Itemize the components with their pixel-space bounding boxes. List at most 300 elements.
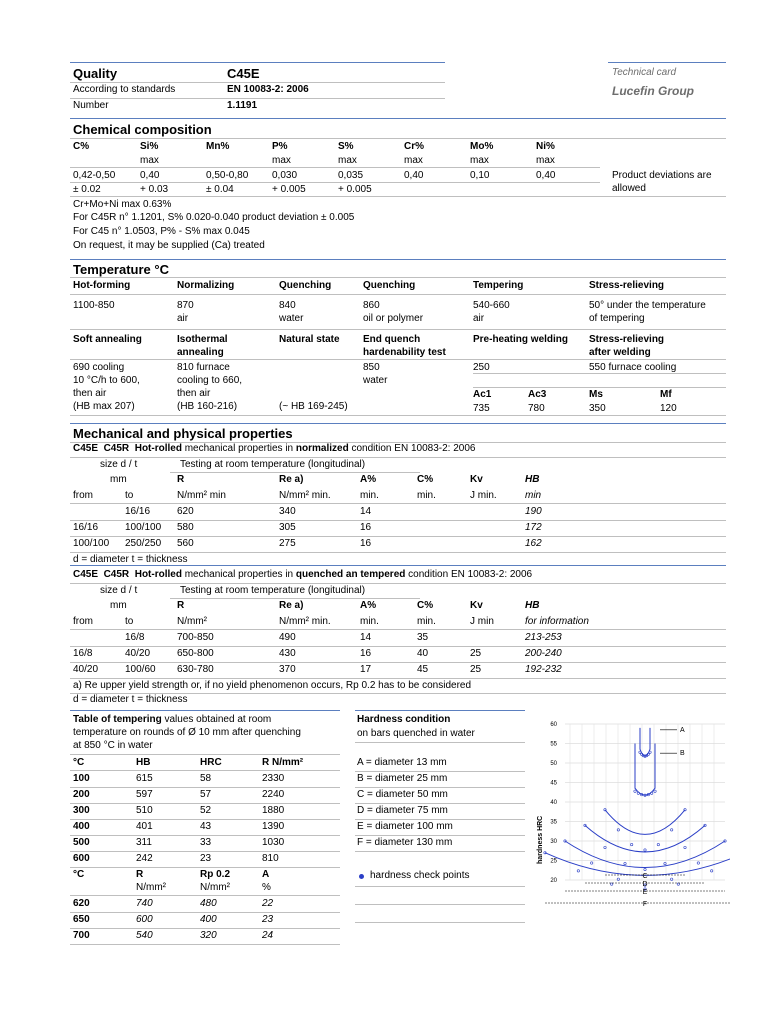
- hardness-item: F = diameter 130 mm: [357, 837, 453, 848]
- column-unit: min.: [360, 616, 379, 627]
- number-label: Number: [73, 100, 109, 111]
- size-label: size d / t: [100, 585, 138, 596]
- element-deviation: + 0.03: [140, 184, 169, 195]
- temp-head: Soft annealing: [73, 334, 142, 345]
- tempering-cell: 57: [200, 789, 212, 800]
- standards-label: According to standards: [73, 84, 176, 95]
- tempering-title: Table of tempering values obtained at room: [73, 714, 272, 725]
- column-head: C%: [417, 474, 434, 485]
- tempering-cell: 650: [73, 914, 90, 925]
- tempering-cell: 600: [136, 914, 153, 925]
- row-kv: 25: [470, 648, 482, 659]
- tempering-unit: %: [262, 882, 271, 893]
- temp-head: Pre-heating welding: [473, 334, 569, 345]
- y-tick-label: 60: [550, 722, 557, 728]
- row-c: 35: [417, 632, 429, 643]
- tempering-cell: 400: [73, 821, 90, 832]
- hardness-item: C = diameter 50 mm: [357, 789, 448, 800]
- divider: [70, 819, 340, 820]
- row-to: 40/20: [125, 648, 151, 659]
- element-head: Mn%: [206, 141, 230, 152]
- element-head: S%: [338, 141, 354, 152]
- divider: [70, 835, 340, 836]
- tempering-cell: 58: [200, 773, 212, 784]
- hardness-item: B = diameter 25 mm: [357, 773, 448, 784]
- column-unit: N/mm² min.: [279, 490, 331, 501]
- tempering-cell: 2330: [262, 773, 285, 784]
- critical-point-value: 120: [660, 403, 677, 414]
- tempering-cell: 300: [73, 805, 90, 816]
- element-head: Ni%: [536, 141, 555, 152]
- divider: [70, 138, 726, 139]
- tempering-cell: 615: [136, 773, 153, 784]
- row-hb: 162: [525, 538, 542, 549]
- y-tick-label: 20: [550, 878, 557, 884]
- table-title: C45E C45R Hot-rolled mechanical properties in normalized condition EN 10083-2: 2006: [73, 443, 476, 454]
- chem-note: For C45R n° 1.1201, S% 0.020-0.040 product deviation ± 0.005: [73, 212, 355, 223]
- critical-point-head: Ac3: [528, 389, 547, 400]
- divider: [70, 629, 726, 630]
- y-tick-label: 25: [550, 858, 557, 865]
- divider: [70, 803, 340, 804]
- divider: [70, 646, 726, 647]
- y-axis-label: hardness HRC: [537, 815, 544, 864]
- row-a: 16: [360, 522, 372, 533]
- tempering-cell: 1880: [262, 805, 285, 816]
- element-max: max: [536, 155, 555, 166]
- y-tick-label: 35: [550, 819, 557, 826]
- table-title: C45E C45R Hot-rolled mechanical properties in quenched an tempered condition EN 10083-2: 2006: [73, 569, 533, 580]
- row-re: 490: [279, 632, 296, 643]
- critical-point-head: Mf: [660, 389, 672, 400]
- y-axis: [550, 722, 557, 884]
- tempering-cell: 510: [136, 805, 153, 816]
- column-unit: N/mm² min.: [279, 616, 331, 627]
- tempering-cell: 540: [136, 930, 153, 941]
- curve-label: F: [642, 901, 648, 908]
- divider: [70, 359, 726, 360]
- divider: [70, 62, 445, 63]
- element-head: Cr%: [404, 141, 425, 152]
- temp-head: Tempering: [473, 280, 524, 291]
- chem-note: For C45 n° 1.0503, P% - S% max 0.045: [73, 226, 250, 237]
- tempering-cell: 33: [200, 837, 212, 848]
- tempering-cell: 320: [200, 930, 217, 941]
- divider: [355, 851, 525, 852]
- divider: [70, 503, 726, 504]
- tempering-cell: 597: [136, 789, 153, 800]
- hardness-item: D = diameter 75 mm: [357, 805, 448, 816]
- column-head: C%: [417, 600, 434, 611]
- tempering-cell: 401: [136, 821, 153, 832]
- hardness-subtitle: on bars quenched in water: [357, 728, 475, 739]
- temp-value: water: [279, 313, 304, 324]
- row-to: 16/8: [125, 632, 145, 643]
- y-tick-label: 45: [550, 780, 557, 787]
- tempering-cell: 311: [136, 837, 152, 848]
- divider: [70, 520, 726, 521]
- divider: [70, 196, 726, 197]
- row-r: 580: [177, 522, 194, 533]
- element-value: 0,40: [536, 170, 556, 181]
- hardness-item: A = diameter 13 mm: [357, 757, 447, 768]
- column-head: Re a): [279, 474, 304, 485]
- temp-value: 1100-850: [73, 300, 115, 311]
- column-unit: for information: [525, 616, 589, 627]
- temp-head: Stress-relieving: [589, 334, 665, 345]
- row-from: 16/8: [73, 648, 93, 659]
- divider: [70, 787, 340, 788]
- divider: [70, 895, 340, 896]
- tempering-cell: 23: [262, 914, 274, 925]
- element-deviation: ± 0.04: [206, 184, 234, 195]
- natural-state-value: (~ HB 169-245): [279, 401, 348, 412]
- divider: [70, 82, 445, 83]
- divider: [70, 912, 340, 913]
- standards-value: EN 10083-2: 2006: [227, 84, 309, 95]
- divider: [70, 329, 726, 330]
- y-tick-label: 40: [550, 800, 557, 806]
- column-from: from: [73, 490, 93, 501]
- legend: d = diameter t = thickness: [73, 554, 188, 565]
- quality-label: Quality: [73, 66, 118, 81]
- hardness-diagram: [530, 714, 730, 919]
- divider: [70, 754, 340, 755]
- row-hb: 192-232: [525, 664, 562, 675]
- element-value: 0,40: [140, 170, 160, 181]
- element-value: 0,40: [404, 170, 424, 181]
- divider: [70, 457, 726, 458]
- footnote: a) Re upper yield strength or, if no yield phenomenon occurs, Rp 0.2 has to be considered: [73, 680, 472, 691]
- element-max: max: [140, 155, 159, 166]
- element-head: P%: [272, 141, 288, 152]
- preheating-value: 250: [473, 362, 490, 373]
- end-quench-value: water: [363, 375, 388, 386]
- chemical-title: Chemical composition: [73, 122, 212, 137]
- row-to: 250/250: [125, 538, 162, 549]
- testing-label: Testing at room temperature (longitudinal): [180, 459, 366, 470]
- deviation-note: Product deviations are: [612, 170, 712, 181]
- tempering-head: HRC: [200, 757, 222, 768]
- divider: [70, 277, 726, 278]
- element-head: Si%: [140, 141, 159, 152]
- tempering-cell: 500: [73, 837, 90, 848]
- divider: [355, 835, 525, 836]
- curve-label: E: [642, 889, 648, 896]
- divider: [70, 928, 340, 929]
- tempering-cell: 480: [200, 898, 217, 909]
- divider: [70, 98, 445, 99]
- column-head: R: [177, 474, 185, 485]
- element-value: 0,035: [338, 170, 364, 181]
- element-max: max: [470, 155, 489, 166]
- divider: [70, 867, 340, 868]
- tempering-head: A: [262, 869, 270, 880]
- column-from: from: [73, 616, 93, 627]
- element-max: max: [272, 155, 291, 166]
- temp-value: 50° under the temperature: [589, 300, 706, 311]
- column-unit: min.: [360, 490, 379, 501]
- row-c: 45: [417, 664, 429, 675]
- temp-value: air: [177, 313, 189, 324]
- isothermal-value: 810 furnace: [177, 362, 230, 373]
- temp-value: 860: [363, 300, 380, 311]
- tempering-cell: 200: [73, 789, 90, 800]
- element-head: Mo%: [470, 141, 494, 152]
- divider: [473, 373, 726, 374]
- divider: [608, 62, 726, 63]
- tempering-unit: N/mm²: [136, 882, 166, 893]
- column-unit: J min: [470, 616, 494, 627]
- row-to: 16/16: [125, 506, 151, 517]
- tempering-head: °C: [73, 869, 85, 880]
- divider: [70, 423, 726, 424]
- tempering-cell: 740: [136, 898, 153, 909]
- element-head: C%: [73, 141, 90, 152]
- element-value: 0,030: [272, 170, 298, 181]
- row-a: 17: [360, 664, 372, 675]
- divider: [70, 678, 726, 679]
- column-head: Kv: [470, 600, 483, 611]
- stress-relieving-value: 550 furnace cooling: [589, 362, 677, 373]
- divider: [70, 851, 340, 852]
- tempering-cell: 1030: [262, 837, 285, 848]
- row-r: 620: [177, 506, 194, 517]
- quality-value: C45E: [227, 66, 260, 81]
- row-a: 16: [360, 648, 372, 659]
- tempering-head: R N/mm²: [262, 757, 304, 768]
- row-to: 100/100: [125, 522, 162, 533]
- divider: [70, 259, 726, 260]
- curve-label: C: [642, 873, 648, 880]
- divider: [473, 387, 726, 388]
- divider: [70, 182, 600, 183]
- element-value: 0,10: [470, 170, 490, 181]
- critical-point-head: Ac1: [473, 389, 492, 400]
- temp-value: oil or polymer: [363, 313, 424, 324]
- tempering-cell: 23: [200, 853, 212, 864]
- row-r: 700-850: [177, 632, 214, 643]
- element-deviation: ± 0.02: [73, 184, 101, 195]
- divider: [355, 886, 525, 887]
- tempering-head: Rp 0.2: [200, 869, 231, 880]
- testing-label: Testing at room temperature (longitudinal): [180, 585, 366, 596]
- soft-annealing-value: 690 cooling: [73, 362, 125, 373]
- column-unit: J min.: [470, 490, 497, 501]
- critical-point-value: 735: [473, 403, 490, 414]
- divider: [70, 662, 726, 663]
- row-a: 14: [360, 506, 372, 517]
- row-kv: 25: [470, 664, 482, 675]
- tempering-head: HB: [136, 757, 151, 768]
- tempering-cell: 620: [73, 898, 90, 909]
- element-max: max: [404, 155, 423, 166]
- soft-annealing-value: (HB max 207): [73, 401, 135, 412]
- divider: [70, 710, 340, 711]
- temp-head: End quench: [363, 334, 421, 345]
- tempering-subtitle: temperature on rounds of Ø 10 mm after quenching: [73, 727, 301, 738]
- column-head: Kv: [470, 474, 483, 485]
- row-hb: 172: [525, 522, 542, 533]
- temperature-title: Temperature °C: [73, 262, 169, 277]
- row-re: 430: [279, 648, 296, 659]
- column-head: A%: [360, 474, 377, 485]
- divider: [70, 770, 340, 771]
- tempering-cell: 1390: [262, 821, 285, 832]
- temp-head: annealing: [177, 347, 224, 358]
- tempering-cell: 100: [73, 773, 90, 784]
- mechanical-title: Mechanical and physical properties: [73, 426, 293, 441]
- column-unit: N/mm² min: [177, 490, 226, 501]
- row-re: 340: [279, 506, 296, 517]
- temp-head: Normalizing: [177, 280, 235, 291]
- tempering-cell: 810: [262, 853, 279, 864]
- temp-head: Quenching: [279, 280, 332, 291]
- y-tick-label: 55: [550, 741, 557, 748]
- row-hb: 190: [525, 506, 542, 517]
- chem-note: On request, it may be supplied (Ca) treated: [73, 240, 265, 251]
- curve-label: D: [642, 881, 648, 888]
- tempering-cell: 2240: [262, 789, 285, 800]
- divider: [355, 922, 525, 923]
- row-c: 40: [417, 648, 429, 659]
- isothermal-value: cooling to 660,: [177, 375, 243, 386]
- row-hb: 200-240: [525, 648, 562, 659]
- column-head: HB: [525, 600, 540, 611]
- row-from: 40/20: [73, 664, 99, 675]
- divider: [70, 583, 726, 584]
- soft-annealing-value: 10 °C/h to 600,: [73, 375, 140, 386]
- temp-value: 870: [177, 300, 194, 311]
- temp-value: of tempering: [589, 313, 645, 324]
- isothermal-value: (HB 160-216): [177, 401, 238, 412]
- critical-point-value: 350: [589, 403, 606, 414]
- divider: [355, 787, 525, 788]
- tempering-cell: 600: [73, 853, 90, 864]
- element-deviation: + 0.005: [338, 184, 372, 195]
- element-max: max: [338, 155, 357, 166]
- divider: [355, 771, 525, 772]
- size-label: size d / t: [100, 459, 138, 470]
- check-point-icon: [359, 874, 364, 879]
- divider: [70, 944, 340, 945]
- tempering-head: R: [136, 869, 144, 880]
- element-deviation: + 0.005: [272, 184, 306, 195]
- column-unit: min.: [417, 490, 436, 501]
- divider: [355, 904, 525, 905]
- number-value: 1.1191: [227, 100, 258, 111]
- temp-head: Quenching: [363, 280, 416, 291]
- row-re: 305: [279, 522, 296, 533]
- divider: [355, 819, 525, 820]
- hardness-title: Hardness condition: [357, 714, 451, 725]
- column-head: R: [177, 600, 185, 611]
- isothermal-value: then air: [177, 388, 211, 399]
- row-a: 16: [360, 538, 372, 549]
- y-tick-label: 30: [550, 839, 557, 845]
- column-head: Re a): [279, 600, 304, 611]
- tempering-cell: 400: [200, 914, 217, 925]
- divider: [70, 167, 600, 168]
- column-to: to: [125, 490, 134, 501]
- column-head: HB: [525, 474, 540, 485]
- critical-point-head: Ms: [589, 389, 603, 400]
- divider: [70, 536, 726, 537]
- row-to: 100/60: [125, 664, 156, 675]
- row-from: 16/16: [73, 522, 99, 533]
- divider: [70, 415, 726, 416]
- column-head: A%: [360, 600, 377, 611]
- row-re: 275: [279, 538, 296, 549]
- divider: [70, 294, 726, 295]
- curve-label: B: [680, 750, 685, 758]
- temp-value: air: [473, 313, 485, 324]
- divider: [355, 803, 525, 804]
- row-from: 100/100: [73, 538, 110, 549]
- row-a: 14: [360, 632, 372, 643]
- tempering-cell: 242: [136, 853, 153, 864]
- divider: [70, 552, 726, 553]
- temp-head: Isothermal: [177, 334, 228, 345]
- tempering-cell: 700: [73, 930, 90, 941]
- tempering-cell: 24: [262, 930, 274, 941]
- temp-head: hardenability test: [363, 347, 446, 358]
- tempering-head: °C: [73, 757, 85, 768]
- soft-annealing-value: then air: [73, 388, 107, 399]
- hardness-item: E = diameter 100 mm: [357, 821, 453, 832]
- element-value: 0,50-0,80: [206, 170, 249, 181]
- row-r: 560: [177, 538, 194, 549]
- divider: [70, 118, 726, 119]
- unit-mm: mm: [110, 474, 127, 485]
- column-to: to: [125, 616, 134, 627]
- column-unit: N/mm²: [177, 616, 207, 627]
- temp-value: 840: [279, 300, 296, 311]
- tempering-cell: 43: [200, 821, 212, 832]
- divider: [170, 598, 420, 599]
- legend: d = diameter t = thickness: [73, 694, 188, 705]
- column-unit: min.: [417, 616, 436, 627]
- divider: [170, 472, 420, 473]
- divider: [70, 565, 726, 566]
- row-hb: 213-253: [525, 632, 562, 643]
- temp-value: 540-660: [473, 300, 510, 311]
- deviation-note: allowed: [612, 183, 646, 194]
- divider: [355, 742, 525, 743]
- temp-head: Stress-relieving: [589, 280, 665, 291]
- temp-head: after welding: [589, 347, 651, 358]
- tempering-cell: 22: [262, 898, 274, 909]
- temp-head: Hot-forming: [73, 280, 131, 291]
- y-tick-label: 50: [550, 761, 557, 767]
- divider: [355, 710, 525, 711]
- row-r: 630-780: [177, 664, 214, 675]
- critical-point-value: 780: [528, 403, 545, 414]
- unit-mm: mm: [110, 600, 127, 611]
- curve-label: A: [680, 726, 685, 734]
- column-unit: min: [525, 490, 542, 501]
- temp-head: Natural state: [279, 334, 340, 345]
- tempering-subtitle: at 850 °C in water: [73, 740, 153, 751]
- row-r: 650-800: [177, 648, 214, 659]
- tempering-unit: N/mm²: [200, 882, 230, 893]
- check-points-label: hardness check points: [370, 870, 470, 881]
- tempering-cell: 52: [200, 805, 212, 816]
- row-re: 370: [279, 664, 296, 675]
- chem-note: Cr+Mo+Ni max 0.63%: [73, 199, 172, 210]
- end-quench-value: 850: [363, 362, 380, 373]
- card-type: Technical card: [612, 67, 677, 78]
